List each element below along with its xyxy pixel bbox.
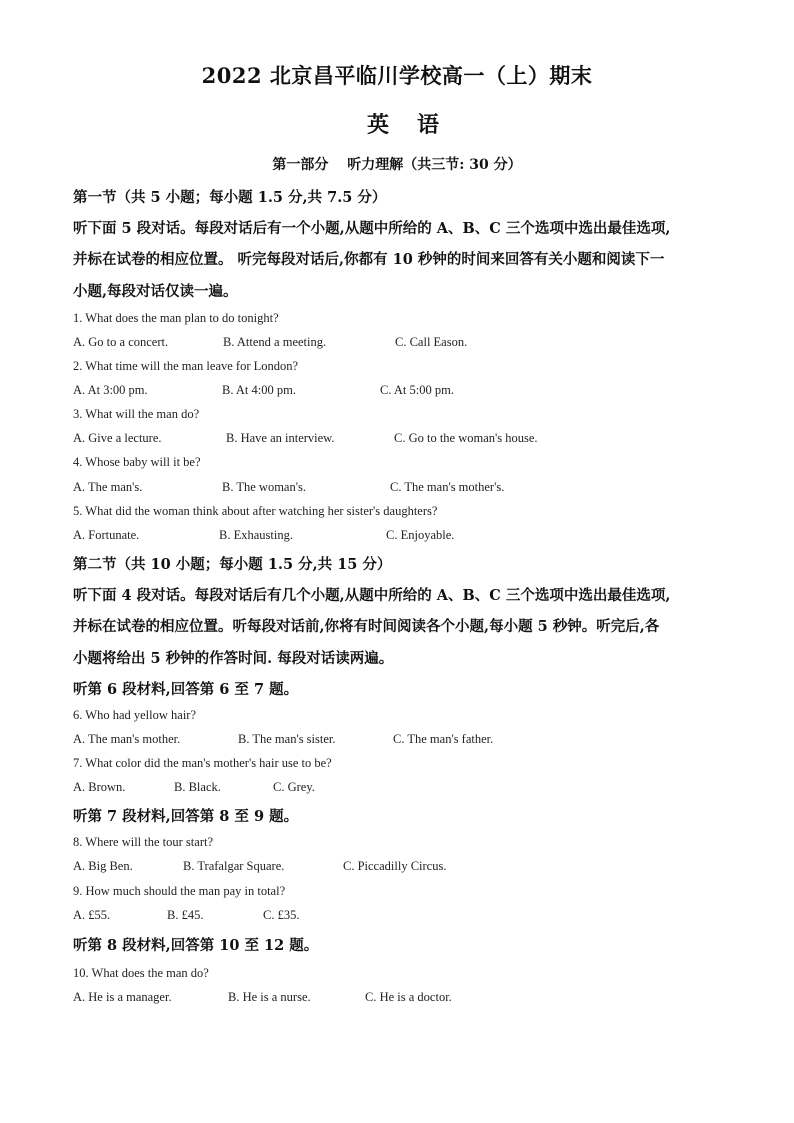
- section1-instructions-line2: 并标在试卷的相应位置。 听完每段对话后,你都有 10 秒钟的时间来回答有关小题和阅读下一: [73, 251, 665, 268]
- question-6-option-a: A. The man's mother.: [73, 732, 181, 746]
- material-6-heading: 听第 6 段材料,回答第 6 至 7 题。: [73, 681, 299, 698]
- section1-instructions-line1: 听下面 5 段对话。每段对话后有一个小题,从题中所给的 A、B、C 三个选项中选出最佳选项,: [73, 220, 671, 237]
- question-7-option-b: B. Black.: [174, 780, 221, 794]
- question-8-option-a: A. Big Ben.: [73, 859, 133, 873]
- question-1-option-b: B. Attend a meeting.: [223, 335, 327, 349]
- question-8-option-b: B. Trafalgar Square.: [183, 859, 285, 873]
- question-5-option-c: C. Enjoyable.: [386, 528, 455, 542]
- question-6: 6. Who had yellow hair?: [73, 708, 196, 722]
- page-title: 2022 北京昌平临川学校高一（上）期末: [201, 63, 593, 88]
- question-9-option-a: A. £55.: [73, 908, 111, 922]
- question-2-option-b: B. At 4:00 pm.: [222, 383, 296, 397]
- section1-heading: 第一节（共 5 小题；每小题 1.5 分,共 7.5 分）: [73, 189, 387, 206]
- question-4-option-c: C. The man's mother's.: [390, 480, 505, 494]
- question-10: 10. What does the man do?: [73, 966, 209, 980]
- part-heading: 第一部分 听力理解（共三节: 30 分）: [272, 157, 522, 173]
- question-2: 2. What time will the man leave for London?: [73, 359, 299, 373]
- question-6-option-b: B. The man's sister.: [238, 732, 336, 746]
- question-2-option-c: C. At 5:00 pm.: [380, 383, 454, 397]
- section2-instructions-line3: 小题将给出 5 秒钟的作答时间. 每段对话读两遍。: [73, 650, 394, 667]
- question-3-option-b: B. Have an interview.: [226, 431, 335, 445]
- question-5: 5. What did the woman think about after watching her sister's daughters?: [73, 504, 438, 518]
- question-6-option-c: C. The man's father.: [393, 732, 494, 746]
- section2-instructions-line1: 听下面 4 段对话。每段对话后有几个小题,从题中所给的 A、B、C 三个选项中选出最佳选项,: [73, 587, 671, 604]
- question-9: 9. How much should the man pay in total?: [73, 884, 286, 898]
- question-8-option-c: C. Piccadilly Circus.: [343, 859, 447, 873]
- question-1-option-a: A. Go to a concert.: [73, 335, 169, 349]
- question-1-option-c: C. Call Eason.: [395, 335, 468, 349]
- question-4-option-a: A. The man's.: [73, 480, 143, 494]
- question-9-option-c: C. £35.: [263, 908, 300, 922]
- section2-heading: 第二节（共 10 小题；每小题 1.5 分,共 15 分）: [73, 556, 392, 573]
- material-8-heading: 听第 8 段材料,回答第 10 至 12 题。: [73, 937, 319, 954]
- question-8: 8. Where will the tour start?: [73, 835, 214, 849]
- question-5-option-a: A. Fortunate.: [73, 528, 140, 542]
- material-7-heading: 听第 7 段材料,回答第 8 至 9 题。: [73, 808, 299, 825]
- question-3-option-c: C. Go to the woman's house.: [394, 431, 538, 445]
- section1-instructions-line3: 小题,每段对话仅读一遍。: [73, 283, 238, 300]
- question-10-option-c: C. He is a doctor.: [365, 990, 452, 1004]
- question-7: 7. What color did the man's mother's hair use to be?: [73, 756, 332, 770]
- question-2-option-a: A. At 3:00 pm.: [73, 383, 148, 397]
- question-7-option-c: C. Grey.: [273, 780, 315, 794]
- section2-instructions-line2: 并标在试卷的相应位置。听每段对话前,你将有时间阅读各个小题,每小题 5 秒钟。听完后,各: [73, 618, 660, 635]
- question-9-option-b: B. £45.: [167, 908, 204, 922]
- subject-title: 英语: [366, 112, 467, 138]
- question-4: 4. Whose baby will it be?: [73, 455, 201, 469]
- question-10-option-a: A. He is a manager.: [73, 990, 172, 1004]
- question-5-option-b: B. Exhausting.: [219, 528, 293, 542]
- question-10-option-b: B. He is a nurse.: [228, 990, 311, 1004]
- question-7-option-a: A. Brown.: [73, 780, 126, 794]
- question-4-option-b: B. The woman's.: [222, 480, 306, 494]
- question-3: 3. What will the man do?: [73, 407, 200, 421]
- question-3-option-a: A. Give a lecture.: [73, 431, 162, 445]
- question-1: 1. What does the man plan to do tonight?: [73, 311, 279, 325]
